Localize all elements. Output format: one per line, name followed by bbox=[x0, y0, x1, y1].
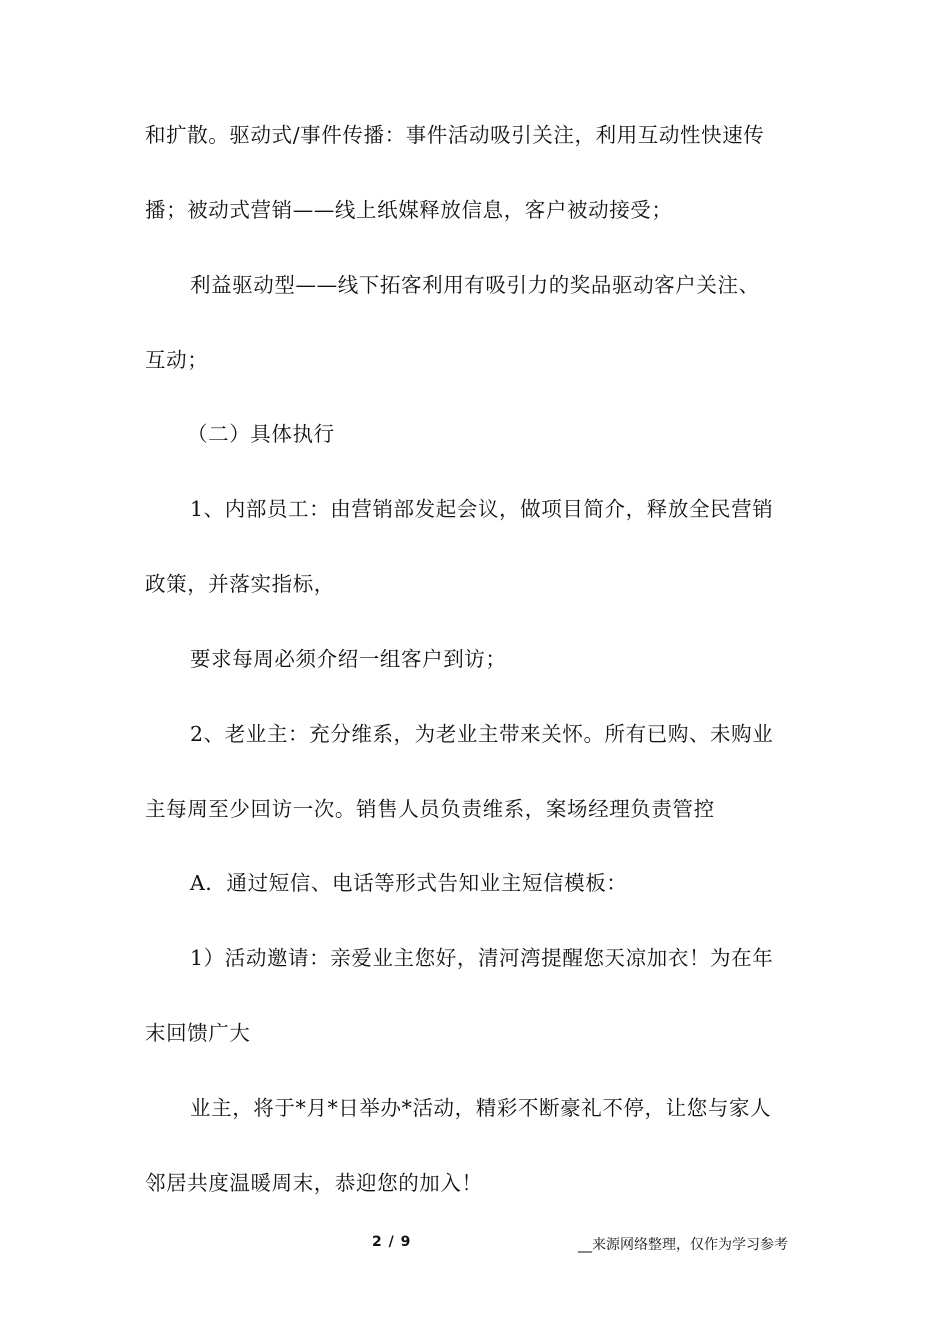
source-note: __来源网络整理，仅作为学习参考 bbox=[578, 1237, 788, 1253]
paragraph-line-4: 互动； bbox=[145, 348, 209, 372]
paragraph-line-13: 末回馈广大 bbox=[145, 1021, 251, 1045]
paragraph-line-1: 和扩散。驱动式/事件传播：事件活动吸引关注，利用互动性快速传 bbox=[145, 123, 765, 147]
paragraph-line-14: 业主，将于*月*日举办*活动，精彩不断豪礼不停，让您与家人 bbox=[190, 1096, 772, 1120]
paragraph-line-3: 利益驱动型——线下拓客利用有吸引力的奖品驱动客户关注、 bbox=[190, 273, 760, 297]
paragraph-line-12: 1）活动邀请：亲爱业主您好，清河湾提醒您天凉加衣！为在年 bbox=[190, 946, 774, 970]
paragraph-line-9: 2、老业主：充分维系，为老业主带来关怀。所有已购、未购业 bbox=[190, 722, 774, 746]
section-heading: （二）具体执行 bbox=[187, 422, 335, 446]
paragraph-line-7: 政策，并落实指标， bbox=[145, 572, 335, 596]
paragraph-line-10: 主每周至少回访一次。销售人员负责维系，案场经理负责管控 bbox=[145, 797, 715, 821]
paragraph-line-8: 要求每周必须介绍一组客户到访； bbox=[190, 647, 507, 671]
paragraph-line-2: 播；被动式营销——线上纸媒释放信息，客户被动接受； bbox=[145, 198, 673, 222]
paragraph-line-15: 邻居共度温暖周末，恭迎您的加入！ bbox=[145, 1171, 483, 1195]
paragraph-line-6: 1、内部员工：由营销部发起会议，做项目简介，释放全民营销 bbox=[190, 497, 774, 521]
page-number: 2 / 9 bbox=[372, 1234, 412, 1250]
paragraph-line-11: A．通过短信、电话等形式告知业主短信模板： bbox=[190, 871, 628, 895]
